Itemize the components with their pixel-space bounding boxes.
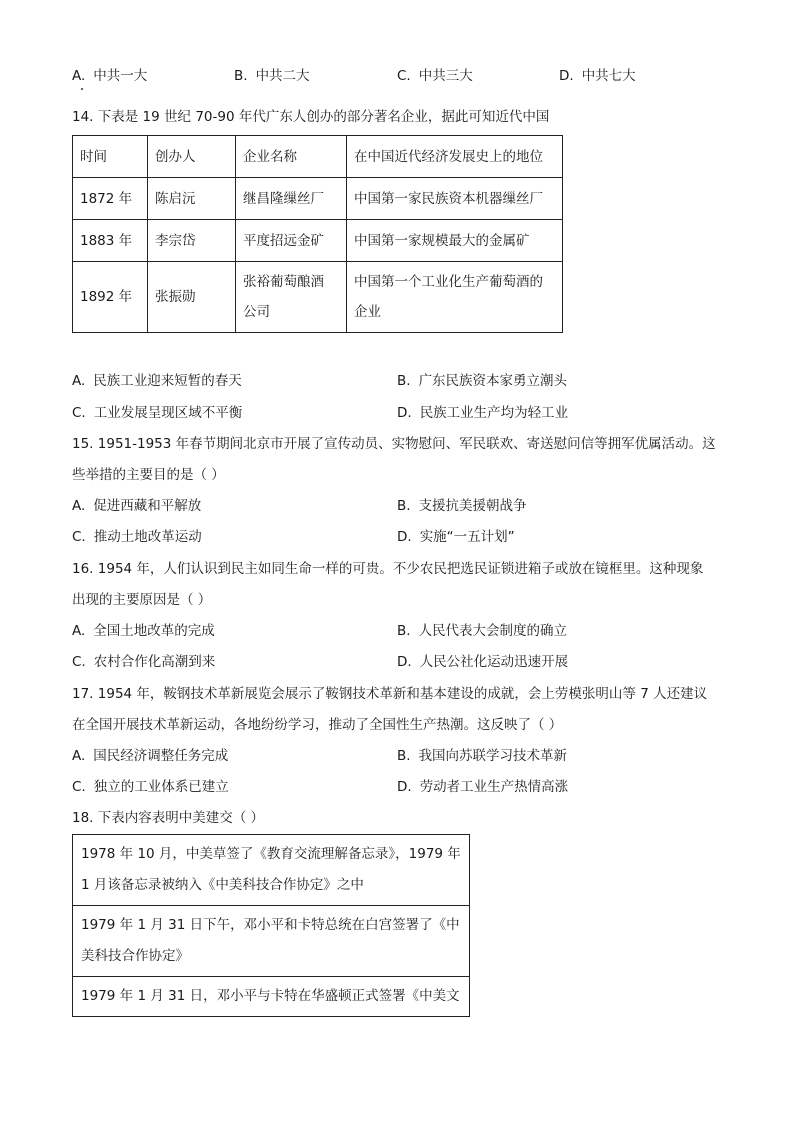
q16-option-b bbox=[397, 621, 567, 641]
table-row bbox=[73, 262, 563, 333]
cell-line: 1979 年 1 月 31 日，邓小平与卡特在华盛顿正式签署《中美文 bbox=[81, 988, 460, 1004]
q14-option-d bbox=[397, 403, 568, 423]
q15-option-b bbox=[397, 496, 527, 516]
option-letter: C. bbox=[72, 529, 86, 545]
q16-option-c bbox=[72, 652, 215, 672]
option-text: 民族工业生产均为轻工业 bbox=[419, 405, 569, 421]
option-text: 我国向苏联学习技术革新 bbox=[418, 748, 568, 764]
option-letter: D. bbox=[397, 779, 412, 795]
option-letter: B. bbox=[397, 498, 411, 514]
option-letter: D. bbox=[559, 68, 574, 84]
option-text: 国民经济调整任务完成 bbox=[93, 748, 229, 764]
table-row bbox=[73, 220, 563, 262]
option-letter: A. bbox=[72, 373, 86, 389]
table-header-cell: 企业名称 bbox=[236, 136, 347, 178]
option-letter: B. bbox=[234, 68, 248, 84]
table-cell bbox=[73, 835, 470, 906]
option-letter: A. bbox=[72, 623, 86, 639]
cell-line: 1978 年 10 月，中美草签了《教育交流理解备忘录》，1979 年 bbox=[81, 846, 461, 862]
option-text: 促进西藏和平解放 bbox=[93, 498, 202, 514]
table-cell: 1872 年 bbox=[73, 178, 148, 220]
q17-stem-line2: 在全国开展技术革新运动，各地纷纷学习，推动了全国性生产热潮。这反映了（ ） bbox=[72, 717, 563, 733]
cell-line: 1979 年 1 月 31 日下午，邓小平和卡特总统在白宫签署了《中 bbox=[81, 917, 460, 933]
cell-line: 美科技合作协定》 bbox=[81, 948, 189, 964]
option-text: 中共三大 bbox=[418, 68, 473, 84]
table-row bbox=[73, 835, 470, 906]
table-row bbox=[73, 178, 563, 220]
option-text: 人民代表大会制度的确立 bbox=[418, 623, 568, 639]
option-letter: C. bbox=[72, 654, 86, 670]
option-text: 民族工业迎来短暂的春天 bbox=[93, 373, 242, 389]
table-header-cell: 在中国近代经济发展史上的地位 bbox=[347, 136, 563, 178]
option-letter: D. bbox=[397, 405, 412, 421]
table-header-cell: 创办人 bbox=[148, 136, 236, 178]
table-header-cell: 时间 bbox=[73, 136, 148, 178]
q15-option-c bbox=[72, 527, 202, 547]
table-cell: 1892 年 bbox=[73, 262, 148, 333]
option-text: 广东民族资本家勇立潮头 bbox=[418, 373, 568, 389]
q15-option-d bbox=[397, 527, 515, 547]
q13-option-c bbox=[397, 66, 473, 86]
table-row bbox=[73, 906, 470, 977]
option-text: 中共一大 bbox=[93, 68, 148, 84]
q17-option-c bbox=[72, 777, 229, 797]
option-text: 中共二大 bbox=[255, 68, 310, 84]
q15-stem-line1: 15. 1951-1953 年春节期间北京市开展了宣传动员、实物慰问、军民联欢、寄送慰问信等拥军优属活动。这 bbox=[72, 436, 716, 452]
table-cell: 中国第一家民族资本机器缫丝厂 bbox=[347, 178, 563, 220]
q18-stem: 18. 下表内容表明中美建交（ ） bbox=[72, 810, 265, 826]
q15-option-a bbox=[72, 496, 201, 516]
cell-line: 张裕葡萄酿酒 bbox=[243, 274, 324, 290]
q14-option-c bbox=[72, 403, 242, 423]
q15-stem-line2: 些举措的主要目的是（ ） bbox=[72, 467, 225, 483]
option-letter: A. bbox=[72, 748, 86, 764]
q16-stem-line1: 16. 1954 年，人们认识到民主如同生命一样的可贵。不少农民把选民证锁进箱子或放在镜框里。这种现象 bbox=[72, 561, 704, 577]
q14-stem: 14. 下表是 19 世纪 70-90 年代广东人创办的部分著名企业，据此可知近代中国 bbox=[72, 109, 550, 125]
cell-line: 中国第一个工业化生产葡萄酒的 bbox=[354, 274, 543, 290]
table-cell bbox=[73, 906, 470, 977]
option-text: 中共七大 bbox=[581, 68, 636, 84]
cell-line: 公司 bbox=[243, 304, 270, 320]
option-letter: B. bbox=[397, 373, 411, 389]
table-cell: 1883 年 bbox=[73, 220, 148, 262]
option-text: 支援抗美援朝战争 bbox=[418, 498, 527, 514]
q16-option-a bbox=[72, 621, 215, 641]
table-cell bbox=[236, 262, 347, 333]
table-cell: 张振勋 bbox=[148, 262, 236, 333]
q18-table bbox=[72, 834, 470, 1017]
table-row bbox=[73, 977, 470, 1017]
table-header-row bbox=[73, 136, 563, 178]
option-text: 全国土地改革的完成 bbox=[93, 623, 215, 639]
stray-mark bbox=[81, 88, 83, 90]
q17-option-d bbox=[397, 777, 568, 797]
table-cell: 中国第一家规模最大的金属矿 bbox=[347, 220, 563, 262]
q14-option-b bbox=[397, 371, 567, 391]
table-cell: 平度招远金矿 bbox=[236, 220, 347, 262]
q16-option-d bbox=[397, 652, 568, 672]
option-text: 工业发展呈现区域不平衡 bbox=[93, 405, 243, 421]
q13-option-a bbox=[72, 66, 147, 86]
q14-option-a bbox=[72, 371, 242, 391]
cell-line: 企业 bbox=[354, 304, 381, 320]
option-letter: A. bbox=[72, 68, 86, 84]
table-cell: 陈启沅 bbox=[148, 178, 236, 220]
option-text: 劳动者工业生产热情高涨 bbox=[419, 779, 569, 795]
table-cell bbox=[73, 977, 470, 1017]
option-text: 人民公社化运动迅速开展 bbox=[419, 654, 569, 670]
option-letter: C. bbox=[72, 779, 86, 795]
q17-stem-line1: 17. 1954 年，鞍钢技术革新展览会展示了鞍钢技术革新和基本建设的成就，会上劳模张明山等 7 人还建议 bbox=[72, 686, 708, 702]
option-letter: A. bbox=[72, 498, 86, 514]
option-text: 实施“一五计划” bbox=[419, 529, 515, 545]
option-text: 农村合作化高潮到来 bbox=[93, 654, 216, 670]
q17-option-b bbox=[397, 746, 567, 766]
option-text: 推动土地改革运动 bbox=[93, 529, 202, 545]
option-letter: C. bbox=[397, 68, 411, 84]
option-letter: D. bbox=[397, 529, 412, 545]
option-letter: D. bbox=[397, 654, 412, 670]
q16-stem-line2: 出现的主要原因是（ ） bbox=[72, 592, 212, 608]
option-letter: B. bbox=[397, 623, 411, 639]
q14-table bbox=[72, 135, 563, 333]
option-letter: B. bbox=[397, 748, 411, 764]
table-cell: 继昌隆缫丝厂 bbox=[236, 178, 347, 220]
cell-line: 1 月该备忘录被纳入《中美科技合作协定》之中 bbox=[81, 877, 364, 893]
table-cell bbox=[347, 262, 563, 333]
table-cell: 李宗岱 bbox=[148, 220, 236, 262]
q13-option-b bbox=[234, 66, 310, 86]
option-letter: C. bbox=[72, 405, 86, 421]
option-text: 独立的工业体系已建立 bbox=[93, 779, 229, 795]
q13-option-d bbox=[559, 66, 636, 86]
q17-option-a bbox=[72, 746, 228, 766]
